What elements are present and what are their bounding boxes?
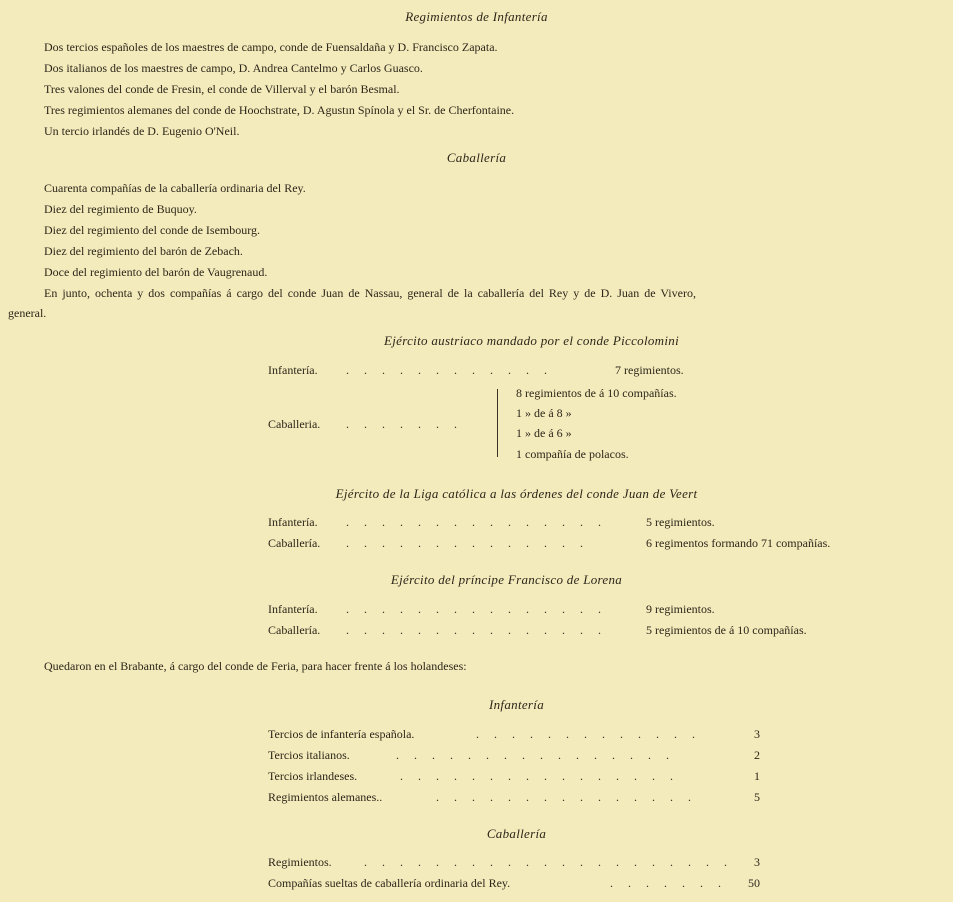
row-value: 5 regimientos de á 10 compañías.	[646, 623, 807, 637]
row-value: 3	[754, 855, 760, 869]
text-line: Diez del regimiento del barón de Zebach.	[44, 244, 243, 258]
leader-dots: . . . . . . . . . . . . . . .	[346, 515, 607, 529]
leader-dots: . . . . . . . . . . . . . .	[346, 536, 589, 550]
text-line: En junto, ochenta y dos compañías á cargo del conde Juan de Nassau, general de la caballería del Rey y de D. Juan de Vivero,	[44, 286, 696, 300]
row-value: 5	[754, 790, 760, 804]
heading-regimientos-infanteria: Regimientos de Infantería	[405, 9, 548, 24]
leader-dots: . . . . . . . . . . . . . . . . . . . . .	[364, 855, 733, 869]
text-line: Tres valones del conde de Fresin, el conde de Villerval y el barón Besmal.	[44, 82, 400, 96]
row-label: Regimientos alemanes..	[268, 790, 383, 804]
leader-dots: . . . . . . .	[610, 876, 727, 890]
row-label: Compañías sueltas de caballería ordinaria del Rey.	[268, 876, 511, 890]
row-label: Caballería.	[268, 623, 321, 637]
leader-dots: . . . . . . . . . . . . .	[476, 727, 701, 741]
heading-ejercito-liga: Ejército de la Liga católica a las órdenes del conde Juan de Veert	[335, 486, 698, 501]
heading-caballeria: Caballería	[446, 150, 507, 165]
row-value: 7 regimientos.	[615, 363, 684, 377]
heading-brabante-caballeria: Caballería	[486, 826, 547, 841]
leader-dots: . . . . . . .	[346, 417, 463, 431]
leader-dots: . . . . . . . . . . . . . . . .	[400, 769, 679, 783]
brace-line: 1 compañía de polacos.	[516, 447, 629, 461]
row-value: 50	[748, 876, 760, 890]
text-line: Tres regimientos alemanes del conde de Hoochstrate, D. Agustın Spínola y el Sr. de Cherfontaine.	[44, 103, 515, 117]
text-line: Dos italianos de los maestres de campo, D. Andrea Cantelmo y Carlos Guasco.	[44, 61, 423, 75]
leader-dots: . . . . . . . . . . . . . . .	[346, 602, 607, 616]
row-label: Caballeria.	[268, 417, 321, 431]
row-label: Regimientos.	[268, 855, 332, 869]
row-value: 9 regimientos.	[646, 602, 715, 616]
brace-line: 1 » de á 8 »	[516, 406, 572, 420]
row-label: Tercios irlandeses.	[268, 769, 358, 783]
leader-dots: . . . . . . . . . . . . . . . .	[396, 748, 675, 762]
row-label: Tercios de infantería española.	[268, 727, 415, 741]
row-label: Infantería.	[268, 515, 318, 529]
row-value: 5 regimientos.	[646, 515, 715, 529]
brace-line: 8 regimientos de á 10 compañías.	[516, 386, 677, 400]
leader-dots: . . . . . . . . . . . .	[346, 363, 553, 377]
row-label: Tercios italianos.	[268, 748, 350, 762]
row-value: 6 regimentos formando 71 compañías.	[646, 536, 831, 550]
text-line: Cuarenta compañías de la caballería ordinaria del Rey.	[44, 181, 306, 195]
text-line: Un tercio irlandés de D. Eugenio O'Neil.	[44, 124, 240, 138]
heading-brabante-infanteria: Infantería	[489, 697, 544, 712]
leader-dots: . . . . . . . . . . . . . . .	[346, 623, 607, 637]
row-label: Infantería.	[268, 602, 318, 616]
row-label: Infantería.	[268, 363, 318, 377]
text-line: Diez del regimiento del conde de Isembourg.	[44, 223, 261, 237]
leader-dots: . . . . . . . . . . . . . . .	[436, 790, 697, 804]
heading-ejercito-lorena: Ejército del príncipe Francisco de Lorena	[390, 572, 623, 587]
row-value: 3	[754, 727, 760, 741]
text-line: Doce del regimiento del barón de Vaugrenaud.	[44, 265, 268, 279]
text-line: Diez del regimiento de Buquoy.	[44, 202, 197, 216]
row-value: 1	[754, 769, 760, 783]
text-line: general.	[8, 306, 47, 320]
brace-bracket	[497, 389, 504, 457]
row-value: 2	[754, 748, 760, 762]
text-line: Quedaron en el Brabante, á cargo del conde de Feria, para hacer frente á los holandeses:	[44, 659, 467, 673]
heading-ejercito-austriaco: Ejército austriaco mandado por el conde Piccolomini	[384, 333, 679, 348]
brace-line: 1 » de á 6 »	[516, 426, 572, 440]
row-label: Caballería.	[268, 536, 321, 550]
text-line: Dos tercios españoles de los maestres de campo, conde de Fuensaldaña y D. Francisco Zapata.	[44, 40, 498, 54]
